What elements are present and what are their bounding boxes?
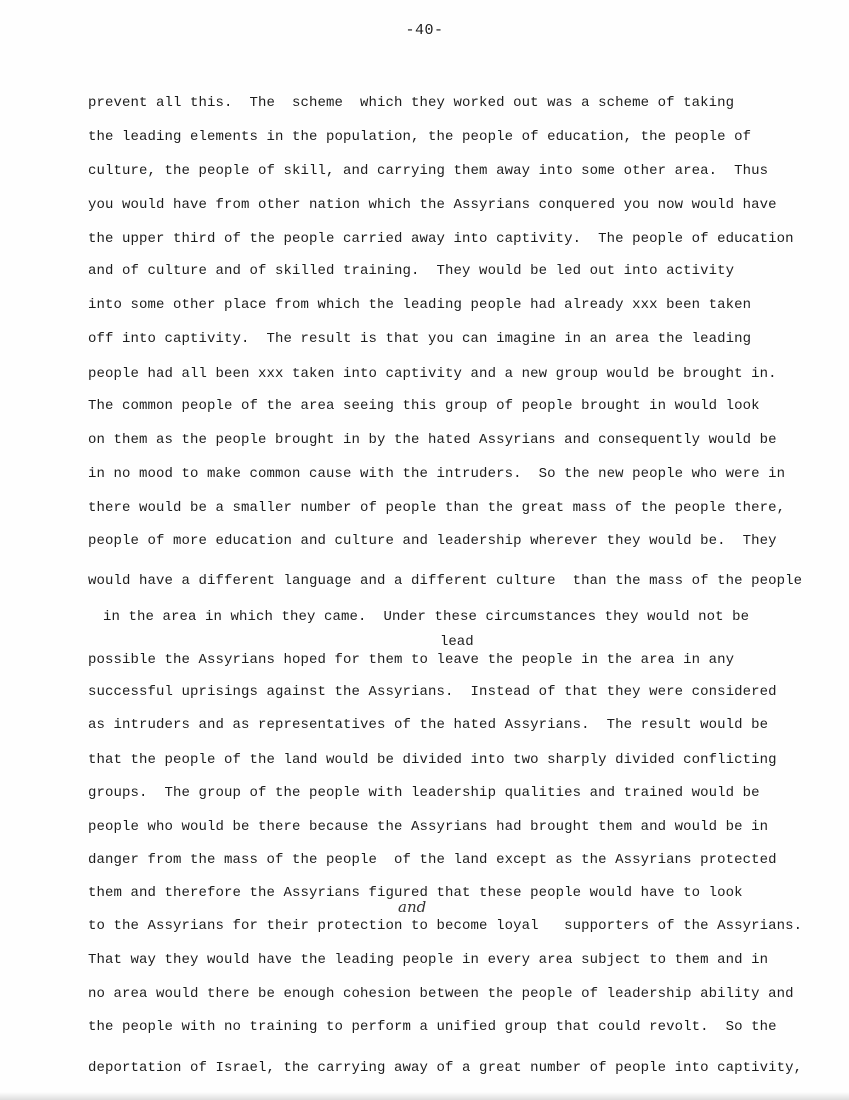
text-line: deportation of Israel, the carrying away of a great number of people into captivity, <box>88 1060 803 1076</box>
text-line: groups. The group of the people with leadership qualities and trained would be <box>88 785 760 801</box>
handwritten-insertion: and <box>398 898 427 916</box>
page-bottom-edge <box>0 1092 849 1100</box>
text-line: people of more education and culture and leadership wherever they would be. They <box>88 533 777 549</box>
text-line: people had all been xxx taken into captivity and a new group would be brought in. <box>88 366 777 382</box>
text-line: on them as the people brought in by the hated Assyrians and consequently would be <box>88 432 777 448</box>
text-line: possible the Assyrians hoped for them to leave the people in the area in any <box>88 652 735 668</box>
text-line: the people with no training to perform a unified group that could revolt. So the <box>88 1019 777 1035</box>
text-line: that the people of the land would be divided into two sharply divided conflicting <box>88 752 777 768</box>
text-line: in no mood to make common cause with the intruders. So the new people who were in <box>88 466 786 482</box>
text-line: successful uprisings against the Assyrians. Instead of that they were considered <box>88 684 777 700</box>
text-line: and of culture and of skilled training. They would be led out into activity <box>88 263 735 279</box>
text-line: That way they would have the leading people in every area subject to them and in <box>88 952 769 968</box>
text-line: danger from the mass of the people of the land except as the Assyrians protected <box>88 852 777 868</box>
text-line: into some other place from which the leading people had already xxx been taken <box>88 297 752 313</box>
text-line: prevent all this. The scheme which they worked out was a scheme of taking <box>88 95 735 111</box>
text-line: them and therefore the Assyrians figured that these people would have to look <box>88 885 743 901</box>
text-line: people who would be there because the Assyrians had brought them and would be in <box>88 819 769 835</box>
text-line: you would have from other nation which the Assyrians conquered you now would have <box>88 197 777 213</box>
interlinear-correction: lead <box>440 634 474 650</box>
text-line: as intruders and as representatives of the hated Assyrians. The result would be <box>88 717 769 733</box>
text-line: The common people of the area seeing this group of people brought in would look <box>88 398 760 414</box>
text-line: culture, the people of skill, and carrying them away into some other area. Thus <box>88 163 769 179</box>
text-line: in the area in which they came. Under these circumstances they would not be <box>103 609 750 625</box>
text-line: the upper third of the people carried away into captivity. The people of education <box>88 231 794 247</box>
text-line: would have a different language and a different culture than the mass of the people <box>88 573 803 589</box>
text-line: to the Assyrians for their protection to become loyal supporters of the Assyrians. <box>88 918 803 934</box>
text-line: no area would there be enough cohesion between the people of leadership ability and <box>88 986 794 1002</box>
text-line: there would be a smaller number of people than the great mass of the people there, <box>88 500 786 516</box>
text-line: the leading elements in the population, the people of education, the people of <box>88 129 752 145</box>
page-number: -40- <box>405 22 444 39</box>
text-line: off into captivity. The result is that you can imagine in an area the leading <box>88 331 752 347</box>
